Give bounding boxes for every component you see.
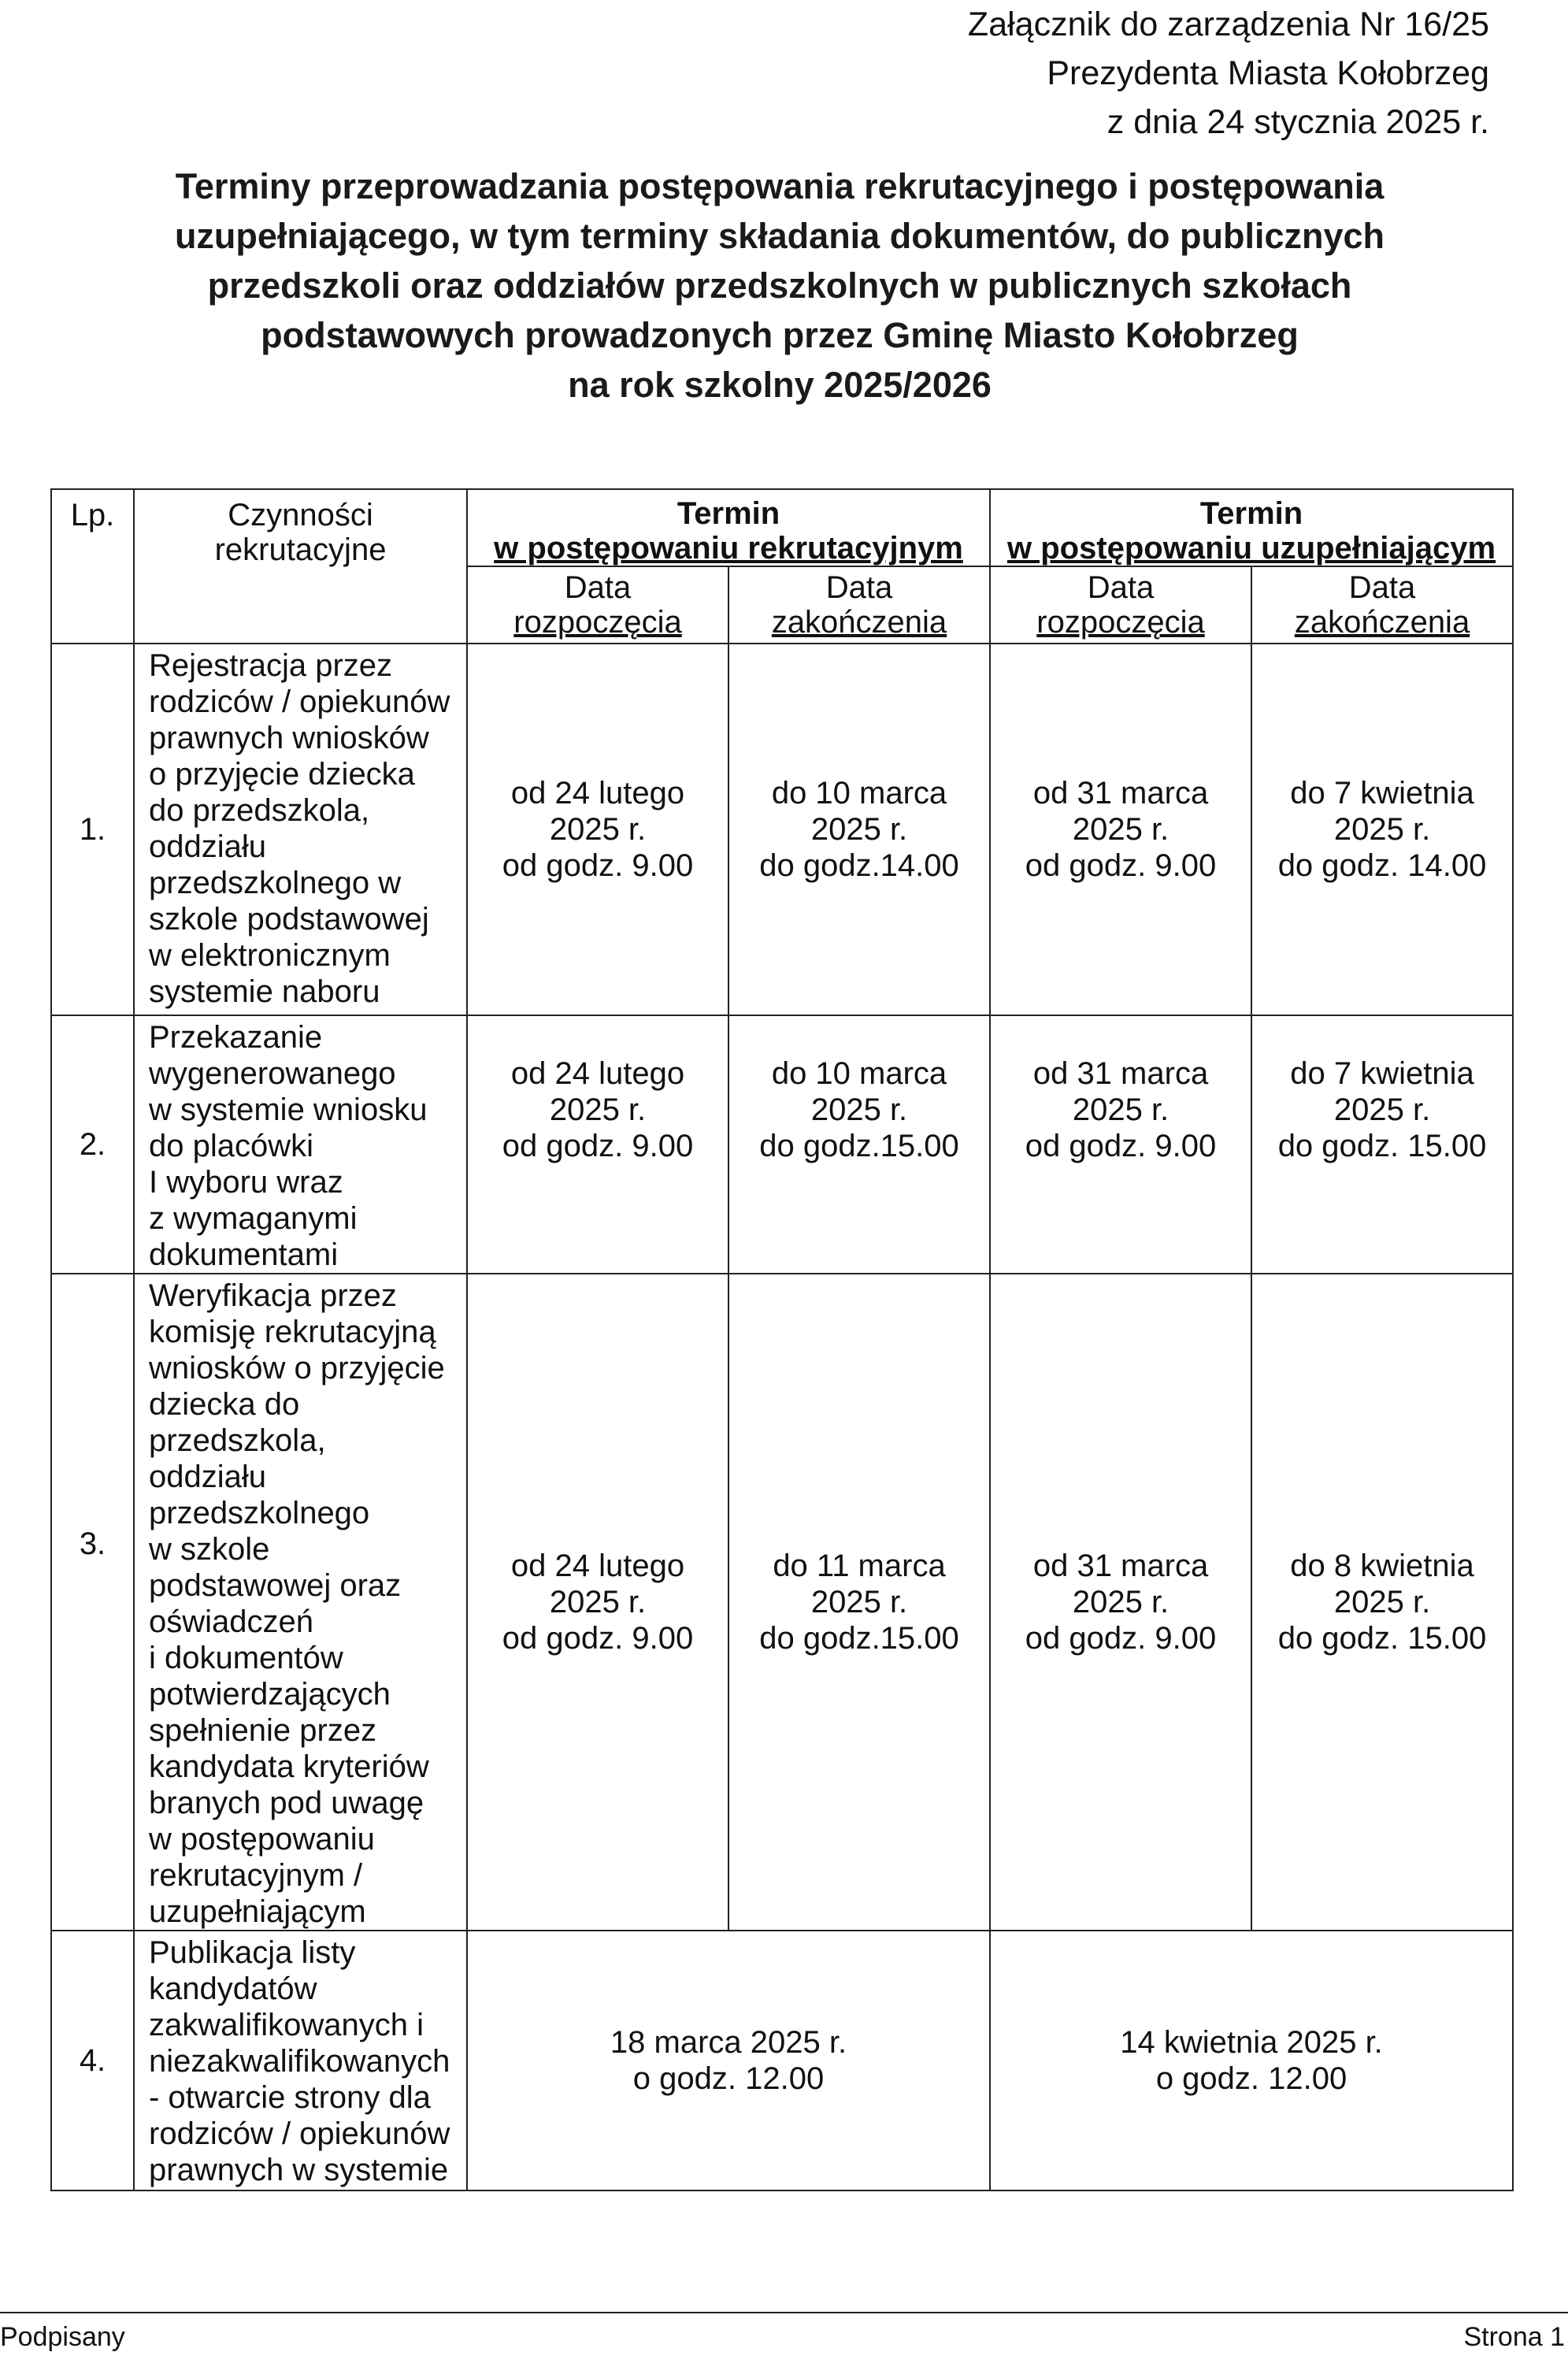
sup-end-cell xyxy=(1251,1274,1513,1931)
year-line: 2025 r. xyxy=(810,812,908,847)
header-term-recruitment xyxy=(467,489,990,566)
title-line-5: na rok szkolny 2025/2026 xyxy=(568,365,992,405)
year-line: 2025 r. xyxy=(810,1585,908,1619)
sup-start-cell xyxy=(990,1274,1251,1931)
table-row xyxy=(51,644,1513,1015)
year-line: 2025 r. xyxy=(549,1092,647,1127)
row-number: 1. xyxy=(51,644,134,1015)
annex-line-1: Załącznik do zarządzenia Nr 16/25 xyxy=(967,6,1489,43)
title-line-1: Terminy przeprowadzania postępowania rekrutacyjnego i postępowania xyxy=(175,166,1385,206)
header-lp: Lp. xyxy=(51,489,134,644)
row-number: 4. xyxy=(51,1931,134,2191)
time-line: o godz. 12.00 xyxy=(1155,2061,1347,2096)
rec-start-cell xyxy=(467,644,728,1015)
time-line: o godz. 12.00 xyxy=(632,2061,825,2096)
activity-text: Publikacja listy kandydatów zakwalifikowanych i niezakwalifikowanych - otwarcie strony dla rodziców / opiekunów prawnych w systemie xyxy=(149,1935,450,2187)
year-line: 2025 r. xyxy=(810,1092,908,1127)
header-recruitment-label: w postępowaniu rekrutacyjnym xyxy=(494,531,963,566)
time-line: od godz. 9.00 xyxy=(502,848,694,883)
annex-line-2: Prezydenta Miasta Kołobrzeg xyxy=(1047,54,1489,92)
header-activity-line-2: rekrutacyjne xyxy=(214,532,387,567)
header-supplementary-label: w postępowaniu uzupełniającym xyxy=(1006,531,1496,566)
header-term-label: Termin xyxy=(1199,496,1303,531)
rec-start-cell xyxy=(467,1274,728,1931)
activity-text: Weryfikacja przez komisję rekrutacyjną wniosków o przyjęcie dziecka do przedszkola, oddziału przedszkolnego w szkole podstawowej oraz oświadczeń i dokumentów potwierdzających spełnienie przez kandydata kryteriów branych pod uwagę w postępowaniu rekrutacyjnym / uzupełniającym xyxy=(149,1278,445,1929)
row-activity xyxy=(134,1015,467,1274)
rec-end-cell xyxy=(728,1274,990,1931)
header-data-label: Data xyxy=(1087,570,1155,605)
time-line: do godz. 15.00 xyxy=(1277,1621,1487,1656)
sup-end-cell xyxy=(1251,1015,1513,1274)
date-line: do 10 marca xyxy=(771,776,947,811)
date-line: 14 kwietnia 2025 r. xyxy=(1120,2025,1383,2060)
header-start-label: rozpoczęcia xyxy=(513,605,682,640)
year-line: 2025 r. xyxy=(1072,1585,1170,1619)
sup-start-cell xyxy=(990,644,1251,1015)
time-line: do godz.15.00 xyxy=(759,1129,959,1163)
time-line: od godz. 9.00 xyxy=(1025,1621,1217,1656)
rec-start-cell xyxy=(467,1015,728,1274)
header-sup-start xyxy=(990,566,1251,644)
row-activity xyxy=(134,1274,467,1931)
activity-text: Przekazanie wygenerowanego w systemie wniosku do placówki I wyboru wraz z wymaganymi dokumentami xyxy=(149,1020,428,1272)
annex-header xyxy=(780,0,1489,147)
rec-end-cell xyxy=(728,1015,990,1274)
title-line-4: podstawowych prowadzonych przez Gminę Miasto Kołobrzeg xyxy=(261,315,1299,355)
header-rec-end xyxy=(728,566,990,644)
sup-start-cell xyxy=(990,1015,1251,1274)
header-term-label: Termin xyxy=(677,496,780,531)
header-data-label: Data xyxy=(825,570,893,605)
date-line: od 24 lutego xyxy=(510,1549,685,1583)
title-line-3: przedszkoli oraz oddziałów przedszkolnych w publicznych szkołach xyxy=(207,265,1352,306)
footer-divider xyxy=(0,2312,1568,2313)
time-line: do godz.15.00 xyxy=(759,1621,959,1656)
header-start-label: rozpoczęcia xyxy=(1036,605,1205,640)
time-line: od godz. 9.00 xyxy=(502,1621,694,1656)
year-line: 2025 r. xyxy=(549,1585,647,1619)
header-data-label: Data xyxy=(1348,570,1416,605)
time-line: do godz. 14.00 xyxy=(1277,848,1487,883)
time-line: do godz.14.00 xyxy=(759,848,959,883)
rec-end-cell xyxy=(728,644,990,1015)
document-title xyxy=(95,161,1465,410)
date-line: od 31 marca xyxy=(1032,1549,1209,1583)
date-line: od 24 lutego xyxy=(510,776,685,811)
date-line: od 24 lutego xyxy=(510,1056,685,1091)
header-activity xyxy=(134,489,467,644)
header-activity-line-1: Czynności xyxy=(228,498,373,532)
year-line: 2025 r. xyxy=(1072,1092,1170,1127)
date-line: do 7 kwietnia xyxy=(1290,1056,1474,1091)
rec-merged-cell xyxy=(467,1931,990,2191)
time-line: do godz. 15.00 xyxy=(1277,1129,1487,1163)
sup-merged-cell xyxy=(990,1931,1513,2191)
table-row xyxy=(51,1274,1513,1931)
header-sup-end xyxy=(1251,566,1513,644)
date-line: 18 marca 2025 r. xyxy=(610,2025,847,2060)
footer-page-number: Strona 1 xyxy=(1463,2322,1565,2352)
row-number: 2. xyxy=(51,1015,134,1274)
header-term-supplementary xyxy=(990,489,1513,566)
year-line: 2025 r. xyxy=(549,812,647,847)
date-line: do 8 kwietnia xyxy=(1290,1549,1474,1583)
year-line: 2025 r. xyxy=(1333,1585,1431,1619)
table-row xyxy=(51,1931,1513,2191)
date-line: do 11 marca xyxy=(773,1549,946,1583)
schedule-table xyxy=(50,488,1514,2191)
date-line: do 7 kwietnia xyxy=(1290,776,1474,811)
header-end-label: zakończenia xyxy=(1294,605,1470,640)
time-line: od godz. 9.00 xyxy=(502,1129,694,1163)
row-activity xyxy=(134,1931,467,2191)
header-end-label: zakończenia xyxy=(771,605,947,640)
activity-text: Rejestracja przez rodziców / opiekunów prawnych wniosków o przyjęcie dziecka do przedszkola, oddziału przedszkolnego w szkole podstawowej w elektronicznym systemie naboru xyxy=(149,648,450,1009)
footer-signed: Podpisany xyxy=(0,2322,125,2352)
row-number: 3. xyxy=(51,1274,134,1931)
year-line: 2025 r. xyxy=(1072,812,1170,847)
sup-end-cell xyxy=(1251,644,1513,1015)
time-line: od godz. 9.00 xyxy=(1025,1129,1217,1163)
title-line-2: uzupełniającego, w tym terminy składania dokumentów, do publicznych xyxy=(174,216,1385,256)
year-line: 2025 r. xyxy=(1333,1092,1431,1127)
row-activity xyxy=(134,644,467,1015)
year-line: 2025 r. xyxy=(1333,812,1431,847)
date-line: do 10 marca xyxy=(771,1056,947,1091)
table-row xyxy=(51,1015,1513,1274)
annex-line-3: z dnia 24 stycznia 2025 r. xyxy=(1106,103,1489,141)
time-line: od godz. 9.00 xyxy=(1025,848,1217,883)
header-data-label: Data xyxy=(564,570,632,605)
date-line: od 31 marca xyxy=(1032,776,1209,811)
date-line: od 31 marca xyxy=(1032,1056,1209,1091)
header-rec-start xyxy=(467,566,728,644)
